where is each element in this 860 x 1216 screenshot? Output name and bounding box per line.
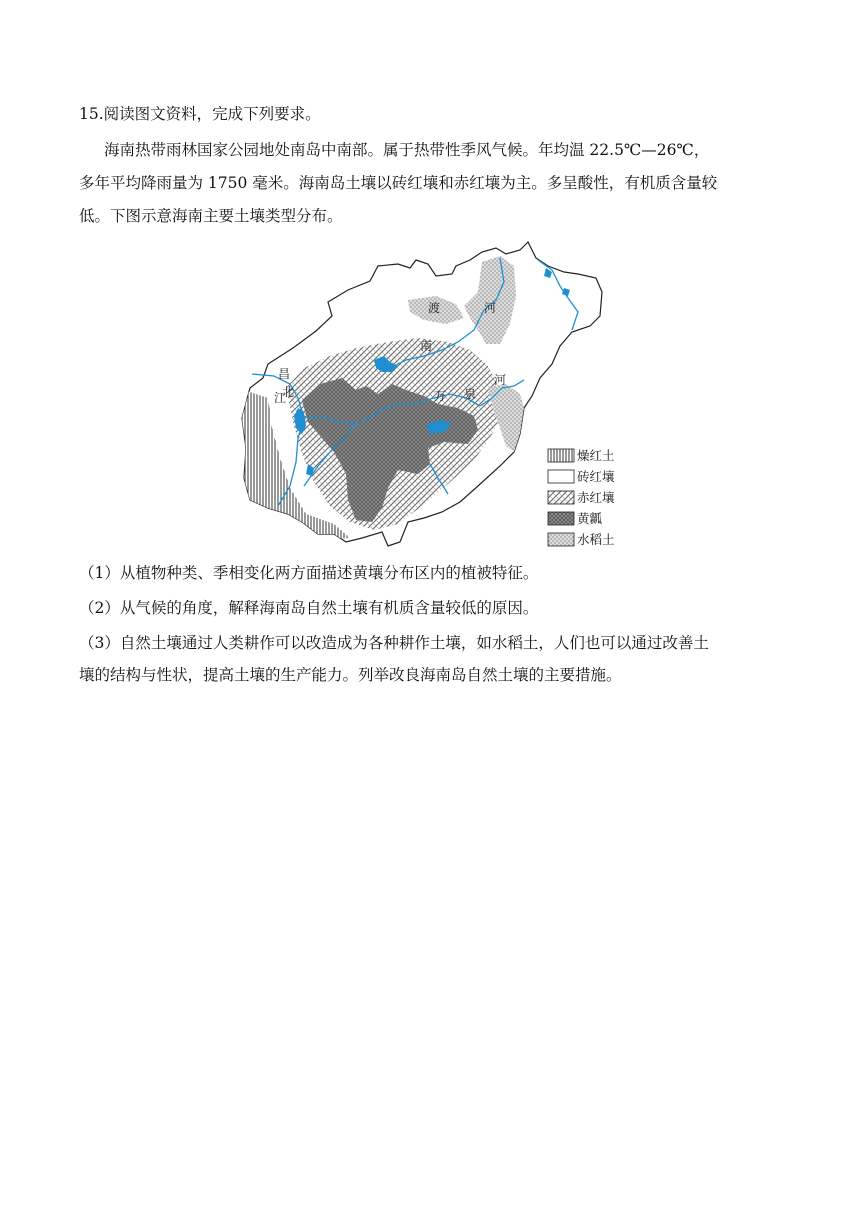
sub-question-1: （1）从植物种类、季相变化两方面描述黄壤分布区内的植被特征。: [79, 564, 539, 582]
legend-label-dry-red-soil: 燥红土: [577, 448, 615, 463]
label-wanquan-3: 河: [494, 373, 507, 387]
sub-question-3-line-1: （3）自然土壤通过人类耕作可以改造成为各种耕作土壤，如水稻土，人们也可以通过改善土: [79, 634, 709, 652]
label-changhua-1: 昌: [278, 367, 291, 381]
label-wanquan-1: 万: [434, 389, 447, 403]
sub-question-3-line-2: 壤的结构与性状，提高土壤的生产能力。列举改良海南岛自然土壤的主要措施。: [79, 666, 622, 684]
label-nandu-1: 渡: [428, 301, 441, 315]
legend-label-paddy-soil: 水稻土: [577, 532, 615, 547]
hainan-soil-map: [238, 238, 622, 554]
label-nandu-3: 南: [420, 339, 433, 353]
legend-label-red-soil: 赤红壤: [577, 490, 615, 505]
legend-swatch-yellow-soil: [548, 512, 574, 525]
label-changhua-3: 江: [274, 391, 287, 405]
legend-label-brick-red-soil: 砖红壤: [577, 469, 615, 484]
soil-map-svg: [238, 238, 622, 554]
legend-swatch-red-soil: [548, 491, 574, 504]
map-legend: [548, 448, 615, 547]
label-nandu-2: 河: [484, 301, 497, 315]
intro-paragraph-line-1: 海南热带雨林国家公园地处南岛中南部。属于热带性季风气候。年均温 22.5℃—26℃，: [104, 141, 710, 159]
label-wanquan-2: 泉: [464, 387, 477, 401]
legend-swatch-paddy-soil: [548, 533, 574, 546]
intro-paragraph-line-2: 多年平均降雨量为 1750 毫米。海南岛土壤以砖红壤和赤红壤为主。多呈酸性，有机质含量较: [79, 174, 718, 192]
legend-swatch-brick-red-soil: [548, 470, 574, 483]
legend-swatch-dry-red-soil: [548, 449, 574, 462]
sub-question-2: （2）从气候的角度，解释海南岛自然土壤有机质含量较低的原因。: [79, 599, 539, 617]
question-title: 15.阅读图文资料，完成下列要求。: [79, 105, 321, 123]
legend-label-yellow-soil: 黄瓤: [577, 511, 603, 526]
label-changhua-2: 北: [282, 385, 295, 399]
intro-paragraph-line-3: 低。下图示意海南主要土壤类型分布。: [79, 207, 343, 225]
